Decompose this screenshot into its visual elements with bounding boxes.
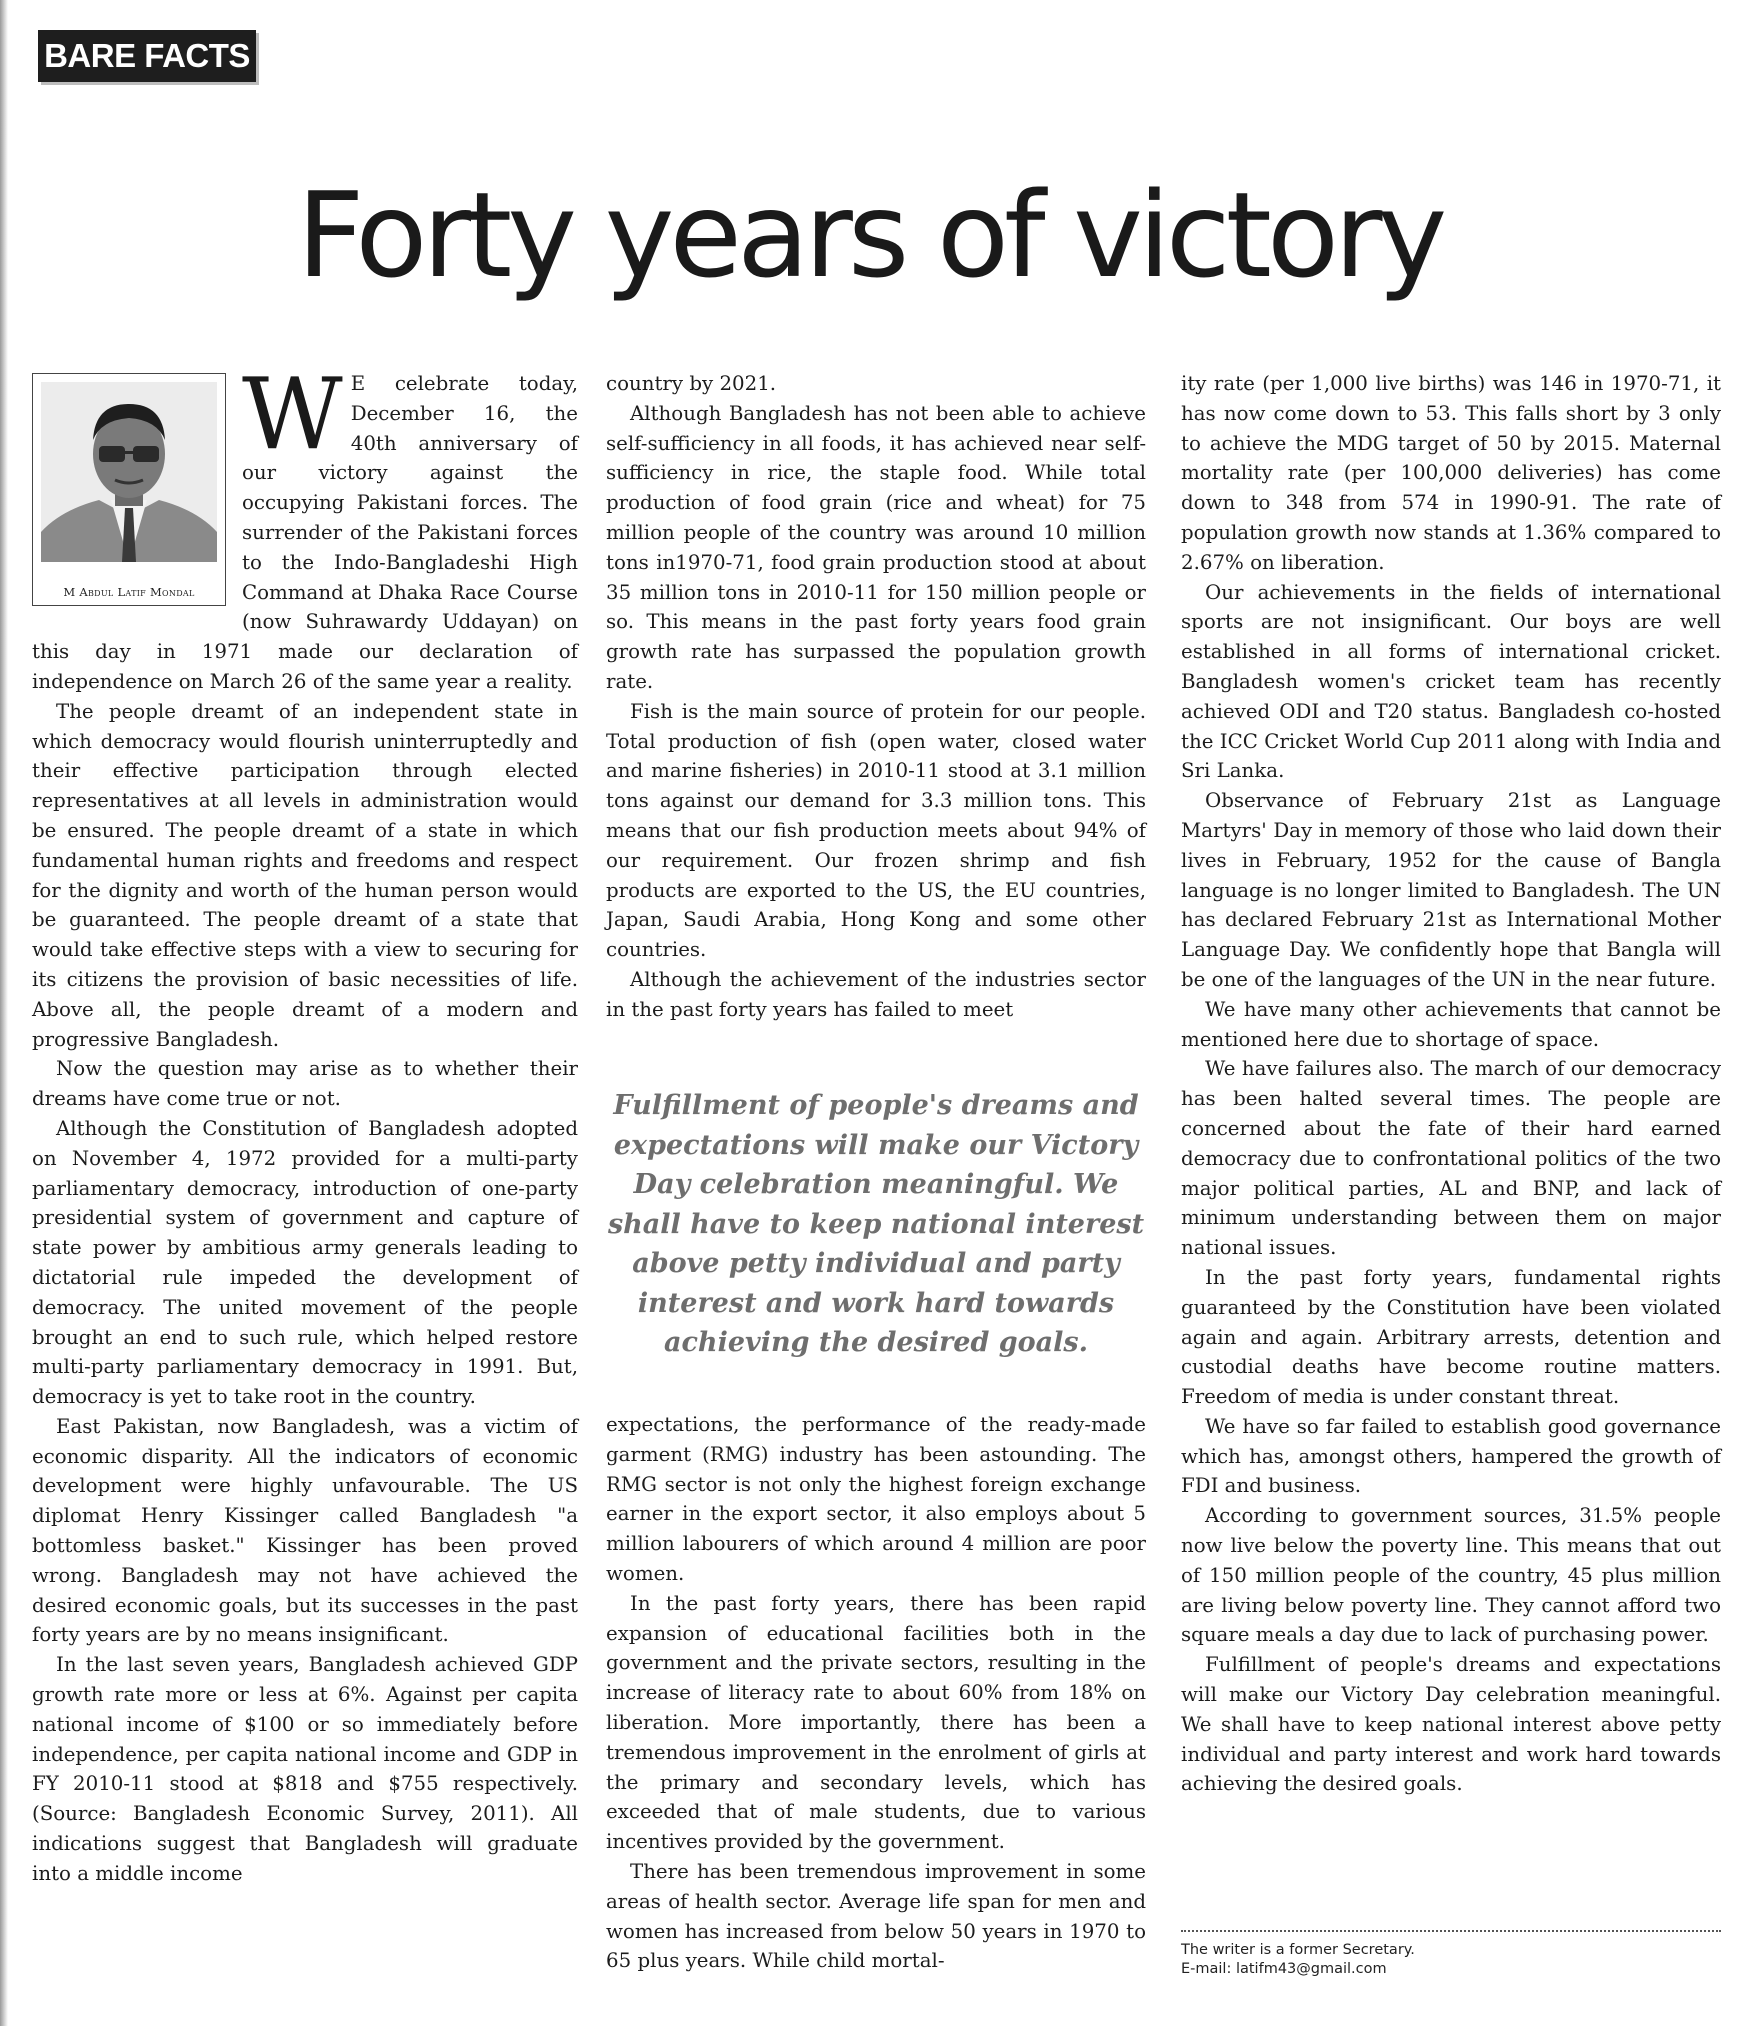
- pull-quote: Fulfillment of people's dreams and expectations will make our Victory Day celebration meaningful. We shall have to keep national interest above petty individual and party interest and work hard towards achieving the desired goals.: [607, 1090, 1145, 1358]
- bio-separator: [1181, 1930, 1721, 1932]
- bio-email: E-mail: latifm43@gmail.com: [1181, 1961, 1387, 1977]
- paragraph: Fulfillment of people's dreams and expectations will make our Victory Day celebration meaningful. We shall have to keep national interest above petty individual and party interest and work hard towards achieving the desired goals.: [1181, 1653, 1721, 1796]
- paragraph: In the past forty years, there has been rapid expansion of educational facilities both in the government and the private sectors, resulting in the increase of literacy rate to about 60% from 18% on liberation. More importantly, there has been a tremendous improvement in the enrolment of girls at the primary and secondary levels, which has exceeded that of male students, due to various incentives provided by the government.: [606, 1591, 1146, 1854]
- author-photo-box: [32, 373, 226, 606]
- paragraph: According to government sources, 31.5% people now live below the poverty line. This means that out of 150 million people of the country, 45 plus million are living below poverty line. They cannot afford two square meals a day due to lack of purchasing power.: [1181, 1504, 1721, 1647]
- paragraph: ity rate (per 1,000 live births) was 146 in 1970-71, it has now come down to 53. This falls short by 3 only to achieve the MDG target of 50 by 2015. Maternal mortality rate (per 100,000 deliveries) has come down to 348 from 574 in 1990-91. The rate of population growth now stands at 1.36% compared to 2.67% on liberation.: [1181, 372, 1721, 574]
- paragraph: There has been tremendous improvement in some areas of health sector. Average life span for men and women has increased from below 50 years in 1970 to 65 plus years. While child mortal-: [606, 1859, 1146, 1973]
- paragraph: The people dreamt of an independent state in which democracy would flourish uninterruptedly and their effective participation through elected representatives at all levels in administration would be ensured. The people dreamt of a state in which fundamental human rights and freedoms and respect for the dignity and worth of the human person would be guaranteed. The people dreamt of a state that would take effective steps with a view to securing for its citizens the provision of basic necessities of life. Above all, the people dreamt of a modern and progressive Bangladesh.: [32, 699, 578, 1051]
- paragraph: Now the question may arise as to whether their dreams have come true or not.: [32, 1057, 578, 1111]
- paragraph: East Pakistan, now Bangladesh, was a victim of economic disparity. All the indicators of economic development were highly unfavourable. The US diplomat Henry Kissinger called Bangladesh "a bottomless basket." Kissinger has been proved wrong. Bangladesh may not have achieved the desired economic goals, but its successes in the past forty years are by no means insignificant.: [32, 1414, 578, 1647]
- author-portrait: [41, 382, 217, 562]
- paragraph: Although the Constitution of Bangladesh adopted on November 4, 1972 provided for a multi-party parliamentary democracy, introduction of one-party presidential system of government and capture of state power by ambitious army generals leading to dictatorial rule impeded the development of democracy. The united movement of the people brought an end to such rule, which helped restore multi-party parliamentary democracy in 1991. But, democracy is yet to take root in the country.: [32, 1116, 578, 1409]
- column-2-top: [606, 369, 1146, 1025]
- column-3: [1181, 369, 1721, 1799]
- headline: Forty years of victory: [296, 166, 1443, 304]
- column-1: [32, 358, 578, 1889]
- paragraph: In the past forty years, fundamental rights guaranteed by the Constitution have been violated again and again. Arbitrary arrests, detention and custodial deaths have become routine matters. Freedom of media is under constant threat.: [1181, 1265, 1721, 1409]
- paragraph: Observance of February 21st as Language Martyrs' Day in memory of those who laid down their lives in February, 1952 for the cause of Bangla language is no longer limited to Bangladesh. The UN has declared February 21st as International Mother Language Day. We confidently hope that Bangla will be one of the languages of the UN in the near future.: [1181, 789, 1721, 991]
- bio-line: The writer is a former Secretary.: [1181, 1942, 1415, 1958]
- paragraph: E celebrate today, December 16, the 40th anniversary of our victory against the occupying Pakistani forces. The surrender of the Pakistani forces to the Indo-Bangladeshi High Command at Dhaka Race Course (now Suhrawardy Uddayan) on this day in 1971 made our declaration of independence on March 26 of the same year a reality.: [32, 372, 578, 693]
- section-tag: BARE FACTS: [38, 30, 256, 82]
- paragraph: Fish is the main source of protein for our people. Total production of fish (open water, closed water and marine fisheries) in 2010-11 stood at 3.1 million tons against our demand for 3.3 million tons. This means that our fish production meets about 94% of our requirement. Our frozen shrimp and fish products are exported to the US, the EU countries, Japan, Saudi Arabia, Hong Kong and some other countries.: [606, 699, 1146, 962]
- paragraph: Although the achievement of the industries sector in the past forty years has failed to meet: [606, 967, 1146, 1021]
- paragraph: We have failures also. The march of our democracy has been halted several times. The people are concerned about the fate of their hard earned democracy due to confrontational politics of the two major political parties, AL and BNP, and lack of minimum understanding between them on major national issues.: [1181, 1057, 1721, 1260]
- paragraph: expectations, the performance of the ready-made garment (RMG) industry has been astounding. The RMG sector is not only the highest foreign exchange earner in the export sector, it also employs about 5 million labourers of which around 4 million are poor women.: [606, 1413, 1146, 1585]
- paragraph: We have many other achievements that cannot be mentioned here due to shortage of space.: [1181, 997, 1721, 1051]
- paragraph: country by 2021.: [606, 372, 777, 395]
- drop-cap: W: [242, 358, 343, 472]
- author-bio: [1181, 1941, 1721, 1979]
- paragraph: We have so far failed to establish good governance which has, amongst others, hampered the growth of FDI and business.: [1181, 1414, 1721, 1498]
- paragraph: Our achievements in the fields of international sports are not insignificant. Our boys are well established in all forms of international cricket. Bangladesh women's cricket team has recently achieved ODI and T20 status. Bangladesh co-hosted the ICC Cricket World Cup 2011 along with India and Sri Lanka.: [1181, 580, 1721, 783]
- column-2-bottom: [606, 1410, 1146, 1976]
- author-caption: M Abdul Latif Mondal: [63, 585, 195, 599]
- paragraph: In the last seven years, Bangladesh achieved GDP growth rate more or less at 6%. Against per capita national income of $100 or so immediately before independence, per capita national income and GDP in FY 2010-11 stood at $818 and $755 respectively. (Source: Bangladesh Economic Survey, 2011). All indications suggest that Bangladesh will graduate into a middle income: [32, 1653, 578, 1885]
- paragraph: Although Bangladesh has not been able to achieve self-sufficiency in all foods, it has achieved near self-sufficiency in rice, the staple food. While total production of food grain (rice and wheat) for 75 million people of the country was around 10 million tons in1970-71, food grain production stood at about 35 million tons in 2010-11 for 150 million people or so. This means in the past forty years food grain growth rate has surpassed the population growth rate.: [606, 401, 1146, 693]
